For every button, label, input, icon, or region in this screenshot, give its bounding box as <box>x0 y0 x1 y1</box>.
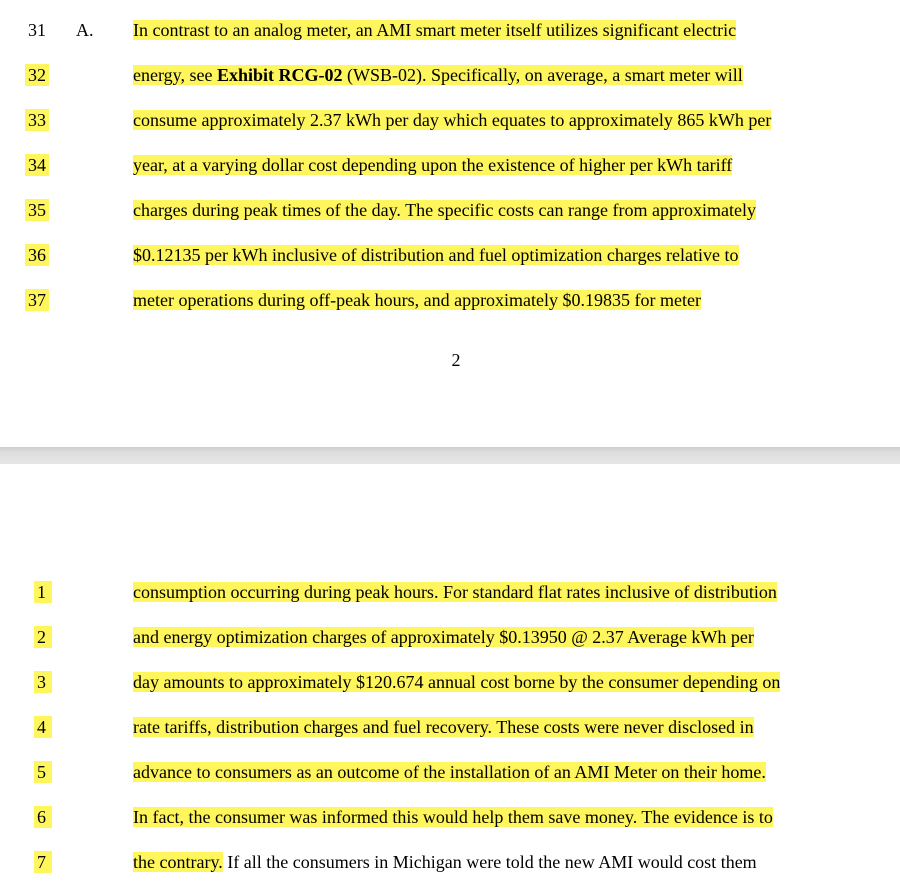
document-line <box>0 716 900 742</box>
document-line <box>0 19 900 45</box>
document-line <box>0 199 900 225</box>
page-number: 2 <box>451 350 461 370</box>
line-text <box>133 851 757 873</box>
text-segment: day amounts to approximately $120.674 annual cost borne by the consumer depending on <box>133 672 781 692</box>
document-line <box>0 671 900 697</box>
line-text <box>133 626 754 648</box>
document-line <box>0 626 900 652</box>
line-number: 6 <box>34 806 52 828</box>
line-number: 36 <box>25 244 49 266</box>
line-text <box>133 244 739 266</box>
line-number: 3 <box>34 671 52 693</box>
line-number: 1 <box>34 581 52 603</box>
line-text <box>133 199 756 221</box>
line-number: 34 <box>25 154 49 176</box>
line-number: 32 <box>25 64 49 86</box>
document-line <box>0 64 900 90</box>
text-segment: and energy optimization charges of approximately $0.13950 @ 2.37 Average kWh per <box>133 627 754 647</box>
line-text <box>133 761 766 783</box>
line-number: 7 <box>34 851 52 873</box>
line-number: 2 <box>34 626 52 648</box>
line-number: 37 <box>25 289 49 311</box>
line-text <box>133 289 701 311</box>
line-text <box>133 581 777 603</box>
document-line <box>0 581 900 607</box>
text-segment: rate tariffs, distribution charges and fuel recovery. These costs were never disclosed in <box>133 717 754 737</box>
text-segment: consume approximately 2.37 kWh per day which equates to approximately 865 kWh per <box>133 110 772 130</box>
text-segment: In fact, the consumer was informed this would help them save money. The evidence is to <box>133 807 773 827</box>
text-segment: meter operations during off-peak hours, and approximately $0.19835 for meter <box>133 290 702 310</box>
line-text <box>133 19 736 41</box>
document-line <box>0 109 900 135</box>
line-text <box>133 109 771 131</box>
document-line <box>0 289 900 315</box>
text-segment: In contrast to an analog meter, an AMI smart meter itself utilizes significant electric <box>133 20 737 40</box>
line-text <box>133 806 773 828</box>
line-number: 5 <box>34 761 52 783</box>
text-segment: advance to consumers as an outcome of the installation of an AMI Meter on their home. <box>133 762 766 782</box>
document-line <box>0 154 900 180</box>
line-number: 35 <box>25 199 49 221</box>
document-line <box>0 806 900 832</box>
line-text <box>133 716 754 738</box>
line-number: 33 <box>25 109 49 131</box>
page-separator <box>0 447 900 464</box>
text-segment: consumption occurring during peak hours. For standard flat rates inclusive of distribution <box>133 582 777 602</box>
text-segment: the contrary. <box>133 852 223 872</box>
document-page-bottom <box>0 464 900 893</box>
text-segment: (WSB-02). Specifically, on average, a smart meter will <box>342 65 743 85</box>
text-segment: $0.12135 per kWh inclusive of distribution and fuel optimization charges relative to <box>133 245 739 265</box>
line-number: 4 <box>34 716 52 738</box>
line-text <box>133 154 732 176</box>
document-line <box>0 761 900 787</box>
line-text <box>133 671 780 693</box>
text-segment: If all the consumers in Michigan were told the new AMI would cost them <box>222 852 757 872</box>
document-line <box>0 851 900 877</box>
text-segment: year, at a varying dollar cost depending upon the existence of higher per kWh tariff <box>133 155 733 175</box>
document-line <box>0 244 900 270</box>
answer-marker: A. <box>76 20 94 40</box>
exhibit-reference: Exhibit RCG-02 <box>216 65 343 85</box>
text-segment: energy, see <box>133 65 217 85</box>
text-segment: charges during peak times of the day. The specific costs can range from approximately <box>133 200 756 220</box>
line-number: 31 <box>28 20 46 40</box>
line-text <box>133 64 743 86</box>
